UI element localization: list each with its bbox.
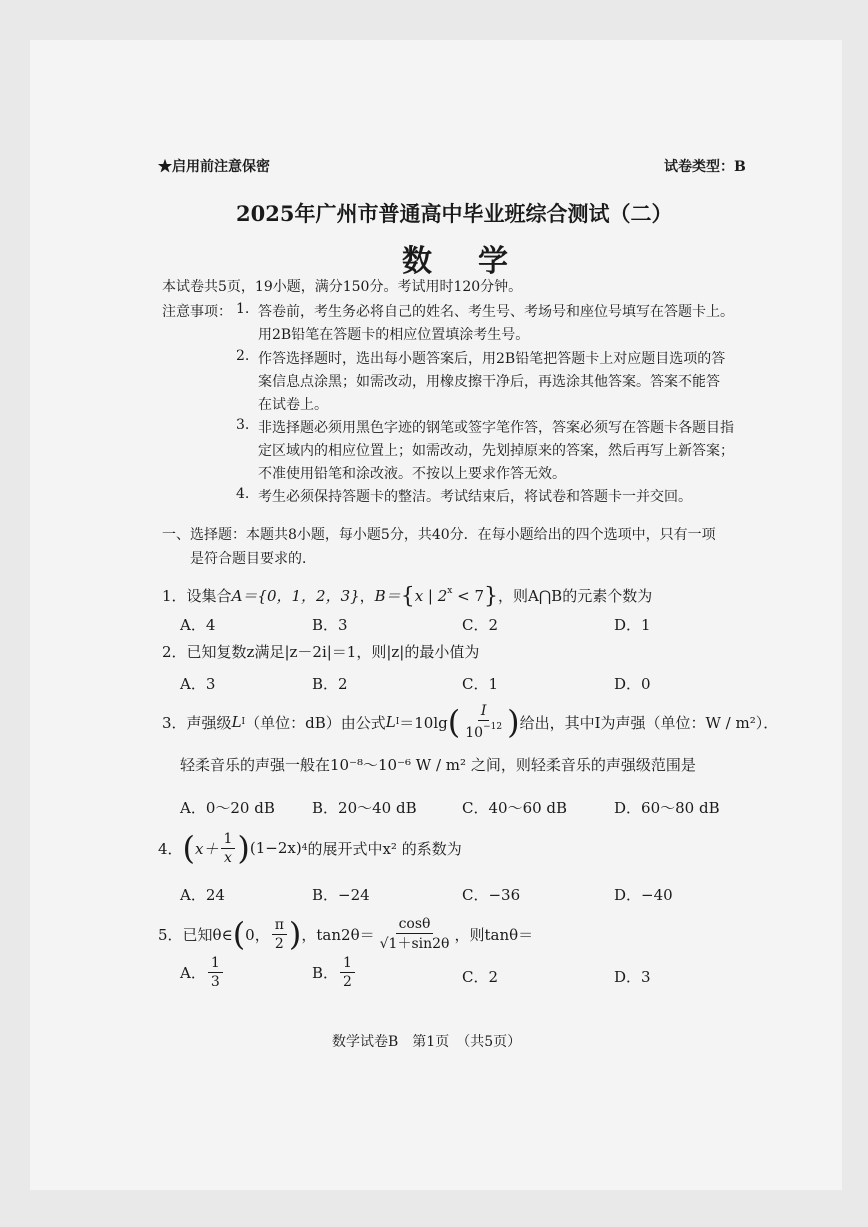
paper-type-label: 试卷类型：B [664,159,746,175]
question-3-option-a: A．0～20 dB [180,799,275,817]
question-1-number: 1． [162,587,187,605]
question-4-expr-exp: 4 [301,843,308,853]
question-1-set-b-post: < 7 [452,587,485,605]
question-5-option-a-den: 3 [210,974,220,990]
subject-title: 数 学 [402,244,516,279]
question-1-set-a: A＝{0，1，2，3} [231,587,360,605]
question-2-number: 2． [162,643,187,661]
question-3-post: 给出，其中I为声强（单位：W / m²）． [519,713,779,732]
question-4-option-d: D．−40 [614,886,673,904]
note-2-line-3: 在试卷上。 [258,397,328,413]
question-4-frac-den: x [224,849,232,866]
page-footer: 数学试卷B 第1页 （共5页） [332,1034,522,1050]
question-1-option-c: C．2 [462,616,499,634]
question-3-formula-l: L [385,713,396,731]
question-2-option-c: C．1 [462,675,499,693]
question-2-text: 已知复数z满足|z－2i|＝1，则|z|的最小值为 [186,643,480,661]
question-1-option-b: B．3 [312,616,348,634]
note-2-line-2: 案信息点涂黑；如需改动，用橡皮擦干净后，再选涂其他答案。答案不能答 [258,374,720,390]
question-3-frac-num: I [478,704,490,721]
question-3-option-c: C．40～60 dB [462,799,568,817]
question-3-frac-den: 10 [465,725,484,741]
question-3-line-2: 轻柔音乐的声强一般在10⁻⁸～10⁻⁶ W / m² 之间，则轻柔音乐的声强级范围是 [180,756,696,774]
question-3-number: 3． [162,713,187,732]
question-1-option-d: D．1 [614,616,651,634]
question-5-number: 5． [158,925,183,944]
question-5-option-a-fraction [208,956,223,989]
question-4-option-c: C．−36 [462,886,521,904]
question-4-expr-rest: (1−2x) [249,839,302,857]
question-1-set-b-pre: B＝ [374,587,401,605]
question-5-mid: ，tan2θ＝ [301,925,375,944]
exam-intro: 本试卷共5页，19小题，满分150分。考试用时120分钟。 [162,279,523,295]
question-1-pre: 设集合 [186,587,232,605]
note-2-line-1: 作答选择题时，选出每小题答案后，用2B铅笔把答题卡上对应题目选项的答 [258,351,726,367]
question-2 [162,641,479,662]
question-5-option-a-letter: A． [180,964,206,982]
question-1-set-b: x | 2 [414,587,448,605]
question-3-l: L [231,713,242,731]
question-5-option-b-fraction [340,956,355,989]
question-1: 1．设集合A＝{0，1，2，3}，B＝{x | $2^x < 7$}，则A⋂B的元素个数为 [162,584,653,609]
question-3-formula-pre: ＝10lg [399,713,448,732]
note-1-num: 1. [236,301,250,317]
question-4-number: 4． [158,839,183,858]
note-4-num: 4. [236,486,250,502]
question-3-formula-l-sub: I [395,717,400,727]
question-5-option-b-num: 1 [340,956,355,973]
question-2-option-a: A．3 [180,675,216,693]
note-3-line-1: 非选择题必须用黑色字迹的钢笔或签字笔作答，答案必须写在答题卡各题目指 [258,420,734,436]
question-5-rhs-num: cosθ [396,917,434,934]
question-5-frac-den: 2 [274,935,284,952]
note-1-line-2: 用2B铅笔在答题卡的相应位置填涂考生号。 [258,327,530,343]
question-4-post: 的展开式中x² 的系数为 [307,839,462,858]
question-5-option-b [312,956,357,989]
question-5-option-b-den: 2 [343,974,352,990]
question-5-post: ，则tanθ＝ [454,925,534,944]
question-5-option-c-text: 2 [488,968,499,986]
question-5-interval-l: 0， [245,925,270,944]
note-3-line-2: 定区域内的相应位置上；如需改动，先划掉原来的答案，然后再写上新答案； [258,443,734,459]
question-5-rhs-fraction [377,917,453,951]
question-1-set-b-exp: x [447,586,453,596]
question-3-mid: （单位：dB）由公式 [245,713,386,732]
question-4-fraction [221,832,236,865]
question-5-frac-num: π [272,918,287,935]
question-3-option-b: B．20～40 dB [312,799,417,817]
question-1-option-a: A．4 [180,616,216,634]
question-4-option-a: A．24 [180,886,225,904]
confidential-label: ★启用前注意保密 [158,159,270,175]
question-4-frac-num: 1 [221,832,236,849]
note-4-line-1: 考生必须保持答题卡的整洁。考试结束后，将试卷和答题卡一并交回。 [258,489,692,505]
question-3-pre: 声强级 [186,713,232,732]
question-1-comma: ， [359,587,375,605]
section-heading-line-1: 一、选择题：本题共8小题，每小题5分，共40分．在每小题给出的四个选项中，只有一项 [162,527,716,543]
question-3-option-d: D．60～80 dB [614,799,720,817]
section-heading-line-2: 是符合题目要求的． [190,551,316,567]
question-5-option-a [180,956,225,989]
question-4: 4． ( x＋ $\frac{1}{x}$ ) (1−2x) 4 的展开式中x² 的系数为 [158,829,462,867]
note-3-num: 3. [236,417,250,433]
question-5-option-d-letter: D． [614,968,642,986]
question-1-post: ，则A⋂B的元素个数为 [498,587,653,605]
question-5-option-d-text: 3 [641,968,651,986]
question-5-pre: 已知θ∈ [182,925,233,944]
question-2-option-b: B．2 [312,675,348,693]
question-4-option-b: B．−24 [312,886,370,904]
question-5: 5． 已知θ∈ ( 0， $\frac{\pi}{2}$ ) ，tan2θ＝ $\frac{\cos\theta}{√1+\sin 2\theta}$ ，则tanθ＝ [158,915,534,953]
question-3: 3． 声强级 L I （单位：dB）由公式 L I ＝10lg ( $\frac{I}{10^{-12}}$ ) 给出，其中I为声强（单位：W / m²）． [162,703,779,741]
question-5-option-b-letter: B． [312,964,339,982]
question-5-rhs-den: √1＋sin2θ [379,936,450,952]
question-5-option-a-num: 1 [208,956,223,973]
notes-label: 注意事项： [162,304,232,320]
note-1-line-1: 答卷前，考生务必将自己的姓名、考生号、考场号和座位号填写在答题卡上。 [258,304,734,320]
note-3-line-3: 不准使用铅笔和涂改液。不按以上要求作答无效。 [258,466,566,482]
question-3-fraction [462,704,505,740]
question-4-expr-x: x＋ [195,839,219,858]
exam-title: 2025年广州市普通高中毕业班综合测试（二） [236,201,673,226]
question-3-frac-den-exp: −12 [483,722,503,732]
question-5-option-d [614,966,651,987]
question-3-l-sub: I [241,717,246,727]
note-2-num: 2. [236,348,250,364]
question-5-option-c [462,966,498,987]
question-2-option-d: D．0 [614,675,651,693]
question-5-option-c-letter: C． [462,968,489,986]
question-5-interval-fraction [272,918,287,951]
